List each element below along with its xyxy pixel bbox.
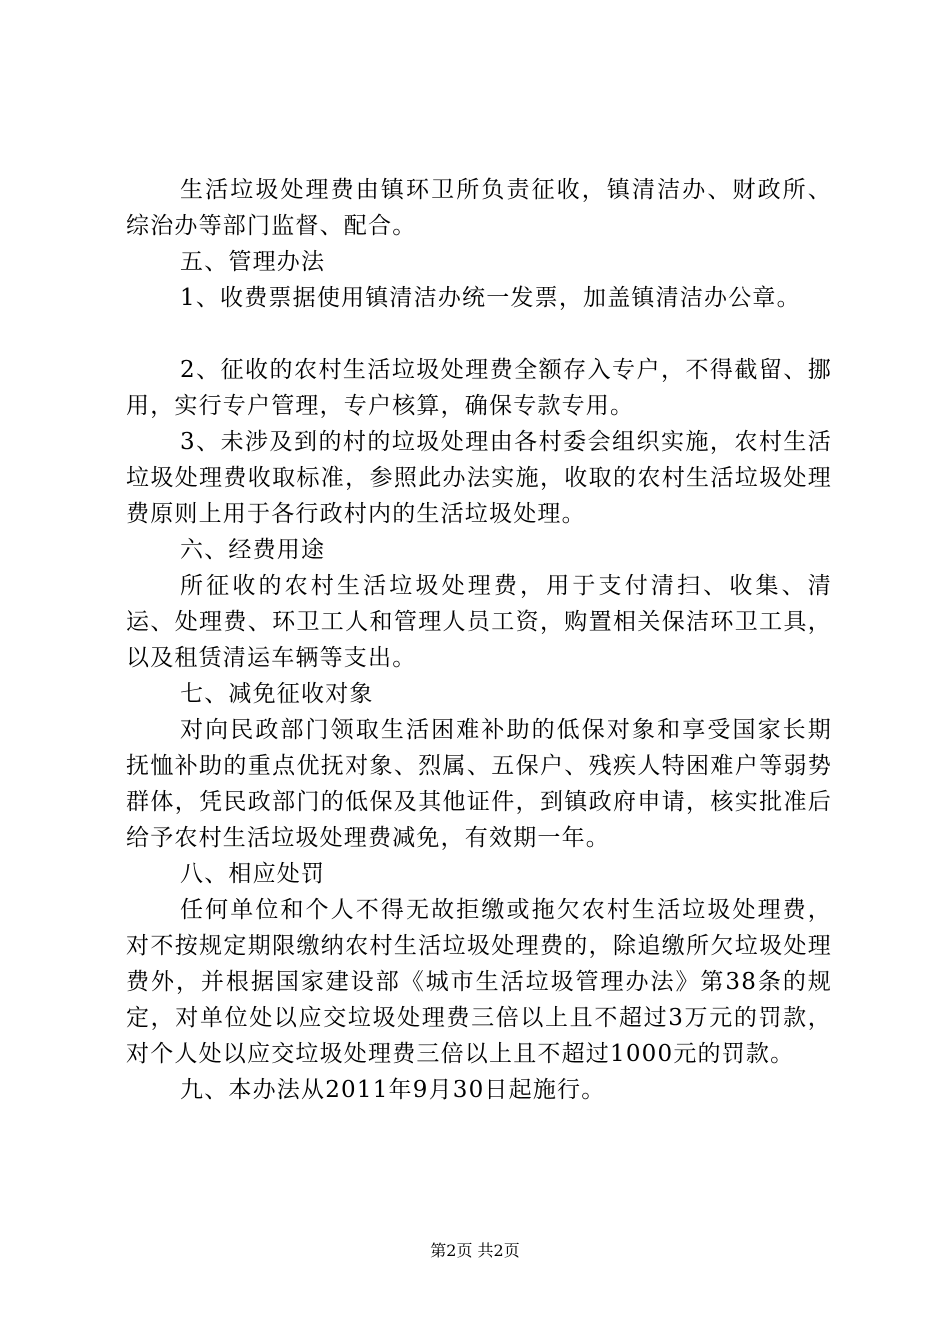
section-heading-fund-usage: 六、经费用途 [180,537,326,563]
paragraph-special-account: 2、征收的农村生活垃圾处理费全额存入专户，不得截留、挪用，实行专户管理，专户核算，确保专款专用。 [126,357,832,419]
section-heading-management: 五、管理办法 [180,249,326,275]
section-heading-penalty: 八、相应处罚 [180,861,326,887]
page-number-footer: 第2页 共2页 [430,1241,520,1260]
paragraph-receipts: 1、收费票据使用镇清洁办统一发票，加盖镇清洁办公章。 [180,285,801,311]
paragraph-penalty: 任何单位和个人不得无故拒缴或拖欠农村生活垃圾处理费，对不按规定期限缴纳农村生活垃圾处理费的，除追缴所欠垃圾处理费外，并根据国家建设部《城市生活垃圾管理办法》第38条的规定，对单位处以应交垃圾处理费三倍以上且不超过3万元的罚款，对个人处以应交垃圾处理费三倍以上且不超过1000元的罚款。 [126,897,832,1067]
document-body [126,172,832,1108]
paragraph-exemption: 对向民政部门领取生活困难补助的低保对象和享受国家长期抚恤补助的重点优抚对象、烈属、五保户、残疾人特困难户等弱势群体，凭民政部门的低保及其他证件，到镇政府申请，核实批准后给予农村生活垃圾处理费减免，有效期一年。 [126,717,832,851]
paragraph-collection-responsibility: 生活垃圾处理费由镇环卫所负责征收，镇清洁办、财政所、综治办等部门监督、配合。 [126,177,832,239]
section-heading-exemption: 七、减免征收对象 [180,681,374,707]
blank-line [126,316,832,352]
paragraph-fund-usage: 所征收的农村生活垃圾处理费，用于支付清扫、收集、清运、处理费、环卫工人和管理人员工资，购置相关保洁环卫工具，以及租赁清运车辆等支出。 [126,573,832,671]
paragraph-village-implementation: 3、未涉及到的村的垃圾处理由各村委会组织实施，农村生活垃圾处理费收取标准，参照此办法实施，收取的农村生活垃圾处理费原则上用于各行政村内的生活垃圾处理。 [126,429,832,527]
paragraph-effective-date: 九、本办法从2011年9月30日起施行。 [180,1077,606,1103]
